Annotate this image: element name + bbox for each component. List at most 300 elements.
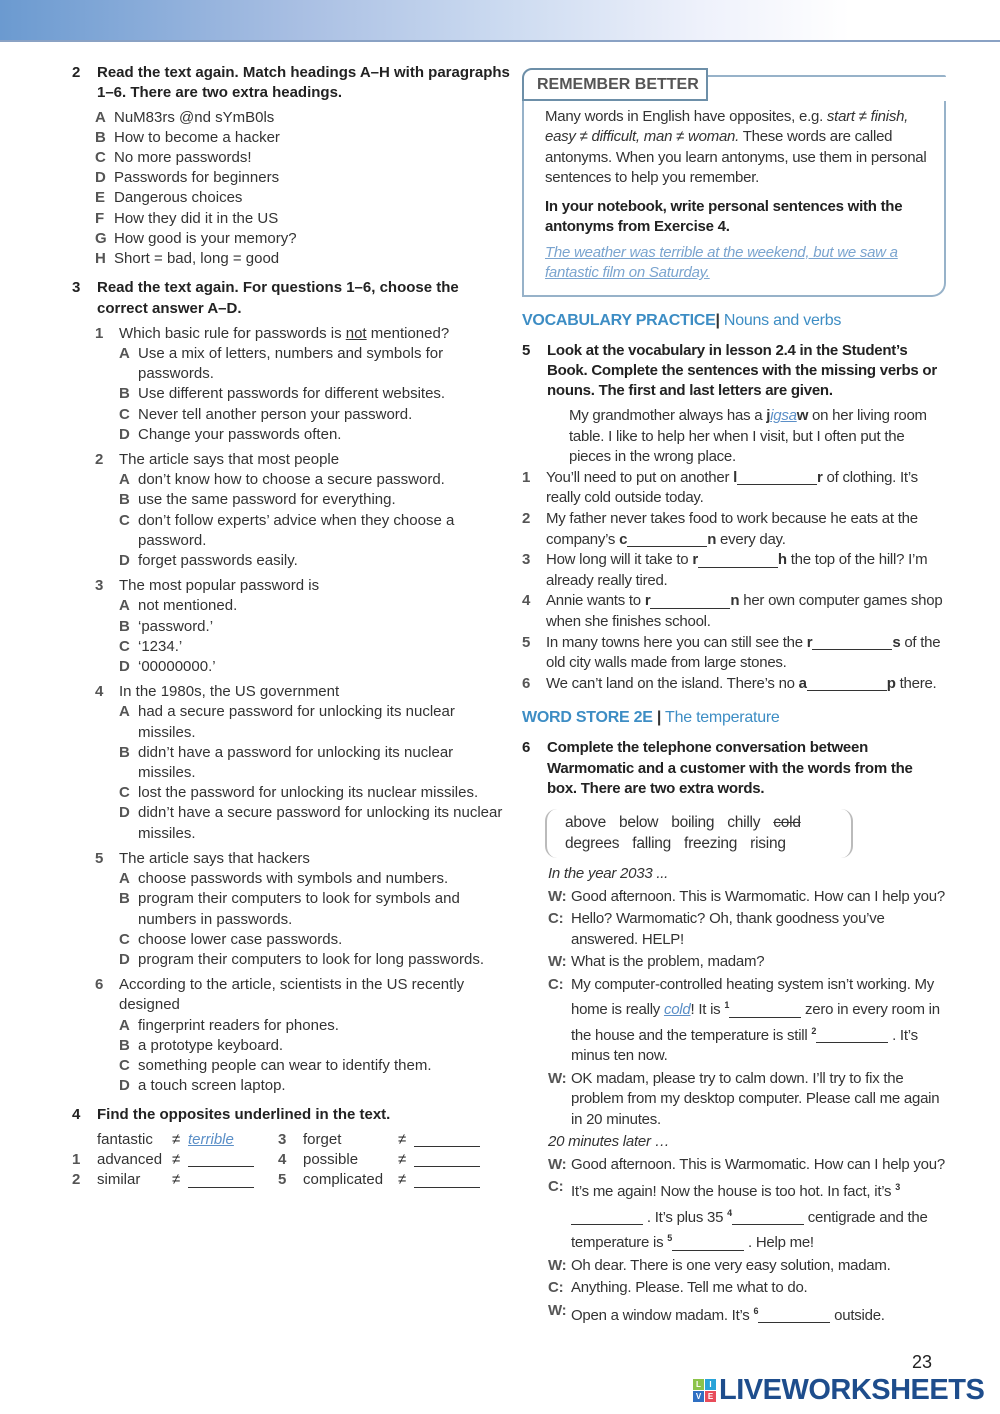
text: Good afternoon. This is Warmomatic. How can I help you? xyxy=(571,1155,945,1173)
option-text: Never tell another person your password. xyxy=(138,405,413,423)
last-letter: p xyxy=(886,674,896,692)
box-word: degrees xyxy=(565,834,620,852)
option-letter: B xyxy=(119,617,130,635)
option-letter: B xyxy=(119,890,130,908)
options xyxy=(95,596,512,677)
gap-number: 1 xyxy=(724,1000,730,1011)
question-text xyxy=(119,576,319,596)
text: centigrade and the temperature is xyxy=(571,1208,928,1252)
speaker-label: C: xyxy=(548,975,564,993)
dialogue-line xyxy=(548,1069,946,1131)
page-number: 23 xyxy=(912,1352,933,1372)
text-after: on her living room table. I like to help her when I visit, but I often put the pieces in the wrong place. xyxy=(569,407,927,466)
gap-5-input[interactable] xyxy=(672,1236,744,1251)
word-answer-input[interactable] xyxy=(812,635,892,650)
neq-sign: ≠ xyxy=(398,1171,407,1189)
answer-option[interactable] xyxy=(119,702,512,742)
answer-option[interactable] xyxy=(119,1076,512,1096)
dialogue-text xyxy=(571,1177,946,1254)
item-word: forget xyxy=(303,1130,342,1148)
option-text: No more passwords! xyxy=(114,149,252,166)
text-after: the top of the hill? I’m already really tired. xyxy=(546,551,928,589)
text-before: In many towns here you can still see the xyxy=(546,633,807,651)
item-word: possible xyxy=(303,1150,359,1168)
item-number: 5 xyxy=(522,633,531,651)
dialogue-line xyxy=(548,1177,946,1254)
word-answer-input[interactable] xyxy=(698,553,778,568)
question-stem xyxy=(95,682,512,702)
logo-wordmark: LIVEWORKSHEETS xyxy=(719,1374,985,1406)
logo-tile: I xyxy=(705,1379,716,1390)
sentence-item xyxy=(522,468,946,509)
text: It’s me again! Now the house is too hot. In fact, it’s xyxy=(571,1183,896,1201)
option-letter: H xyxy=(95,250,106,268)
dialogue-line xyxy=(548,909,946,950)
item-number: 2 xyxy=(522,510,531,528)
option-letter: A xyxy=(119,471,130,489)
question xyxy=(95,682,512,844)
option-letter: B xyxy=(119,743,130,761)
heading-option xyxy=(95,229,512,249)
first-letter: c xyxy=(619,530,628,548)
text-after: of the old city walls made from large stones. xyxy=(546,633,941,672)
answer-option[interactable] xyxy=(119,803,512,843)
question-text xyxy=(119,682,339,702)
question-stem xyxy=(95,975,512,1015)
remember-text xyxy=(545,107,936,188)
option-text: something people can wear to identify them. xyxy=(138,1056,432,1074)
item-number: 4 xyxy=(278,1150,287,1168)
option-text: a prototype keyboard. xyxy=(138,1036,284,1054)
sentence-text xyxy=(546,633,946,674)
logo-tile: L xyxy=(693,1379,704,1390)
answer-option[interactable] xyxy=(119,743,512,783)
item-word: complicated xyxy=(303,1171,384,1189)
item-number: 3 xyxy=(522,551,531,569)
answer-option[interactable] xyxy=(119,405,512,425)
neq-sign: ≠ xyxy=(398,1130,407,1148)
exercise-title: Read the text again. For questions 1–6, choose the correct answer A–D. xyxy=(97,279,459,317)
question-number: 2 xyxy=(95,451,104,469)
example-pair: start ≠ finish, xyxy=(826,108,909,125)
option-text: How to become a hacker xyxy=(114,128,280,146)
answer-option[interactable] xyxy=(119,551,512,571)
vocabulary-practice-heading xyxy=(522,311,946,331)
text: . It’s minus ten now. xyxy=(571,1026,918,1065)
option-text: lost the password for unlocking its nuclear missiles. xyxy=(138,784,479,802)
option-text: Use different passwords for different websites. xyxy=(138,385,446,403)
example-sentence xyxy=(522,406,946,468)
answer-option[interactable] xyxy=(119,344,512,384)
dialogue-line xyxy=(548,887,946,908)
option-text: How good is your memory? xyxy=(114,229,297,247)
option-text: choose passwords with symbols and numbers. xyxy=(138,870,449,888)
option-letter: C xyxy=(119,405,130,423)
exercise-6 xyxy=(522,738,946,799)
option-text: use the same password for everything. xyxy=(138,491,396,509)
gap-4-input[interactable] xyxy=(732,1210,804,1225)
word-box xyxy=(545,809,853,858)
logo-tile: V xyxy=(693,1391,704,1402)
item-word: similar xyxy=(97,1171,141,1189)
stage-note: 20 minutes later … xyxy=(548,1133,670,1151)
box-word: cold xyxy=(773,814,801,832)
heading-option xyxy=(95,188,512,208)
heading-option xyxy=(95,249,512,269)
dialogue-line xyxy=(548,1155,946,1176)
question-number: 4 xyxy=(95,683,104,701)
text-after: every day. xyxy=(716,530,786,548)
answer-option[interactable] xyxy=(119,470,512,490)
heading-option xyxy=(95,209,512,229)
option-text: Change your passwords often. xyxy=(138,425,342,443)
word-answer-input[interactable] xyxy=(807,676,887,691)
example-answer: terrible xyxy=(188,1130,234,1148)
options xyxy=(95,869,512,970)
remember-better-content xyxy=(522,101,946,297)
text: What is the problem, madam? xyxy=(571,953,765,971)
heading-option xyxy=(95,128,512,148)
stem-part: According to the article, scientists in the US recently designed xyxy=(119,976,465,1014)
item-number: 1 xyxy=(522,468,531,486)
question-number: 5 xyxy=(95,849,104,867)
option-letter: B xyxy=(119,491,130,509)
exercise-3 xyxy=(72,278,512,1096)
blank-cell xyxy=(414,1150,484,1170)
gap-1-input[interactable] xyxy=(729,1003,801,1018)
option-letter: D xyxy=(119,552,130,570)
gap-3-input[interactable] xyxy=(571,1210,643,1225)
question-number: 1 xyxy=(95,324,104,342)
question-number: 3 xyxy=(95,577,104,595)
remember-task: In your notebook, write personal sentences with the antonyms from Exercise 4. xyxy=(545,198,903,236)
option-letter: E xyxy=(95,189,106,207)
sentence-text xyxy=(546,674,936,695)
dialogue xyxy=(522,864,946,1326)
question xyxy=(95,849,512,970)
left-column xyxy=(72,63,512,1191)
question xyxy=(95,975,512,1096)
exercise-title: Read the text again. Match headings A–H with paragraphs 1–6. There are two extra headings. xyxy=(97,64,510,102)
question-stem xyxy=(95,450,512,470)
option-letter: D xyxy=(119,658,130,676)
option-letter: C xyxy=(119,511,130,529)
opposite-answer-input[interactable] xyxy=(414,1152,480,1167)
options xyxy=(95,702,512,843)
heading-title: VOCABULARY PRACTICE xyxy=(522,312,716,330)
sentence-text xyxy=(546,591,946,632)
text: Good afternoon. This is Warmomatic. How can I help you? xyxy=(571,887,945,905)
gap-2-input[interactable] xyxy=(816,1028,888,1043)
answer-option[interactable] xyxy=(119,1016,512,1036)
stem-part: not xyxy=(345,324,367,342)
text-after: there. xyxy=(895,674,937,692)
gap-number: 6 xyxy=(753,1305,759,1316)
option-text: NuM83rs @nd sYmB0ls xyxy=(114,108,275,126)
option-letter: C xyxy=(119,1056,130,1074)
first-letter: l xyxy=(733,468,738,486)
option-text: program their computers to look for long passwords. xyxy=(138,950,484,968)
question-stem xyxy=(95,576,512,596)
question xyxy=(95,576,512,677)
option-text: ‘1234.’ xyxy=(138,637,183,655)
option-letter: D xyxy=(95,169,106,187)
question-text xyxy=(119,450,339,470)
option-letter: F xyxy=(95,209,105,227)
exercise-title: Find the opposites underlined in the text. xyxy=(97,1106,391,1124)
text-before: My grandmother always has a xyxy=(569,407,767,425)
answer-option[interactable] xyxy=(119,511,512,551)
exercise-2 xyxy=(72,63,512,269)
text-after: of clothing. It’s really cold outside today. xyxy=(546,468,918,507)
item-word: advanced xyxy=(97,1150,163,1168)
option-text: Short = bad, long = good xyxy=(114,250,280,268)
stage-note: In the year 2033 ... xyxy=(548,865,669,883)
answer-option[interactable] xyxy=(119,783,512,803)
text: zero in every room in the house and the temperature is still xyxy=(571,1001,940,1044)
text-before: My father never takes food to work because he eats at the company’s xyxy=(546,510,918,548)
option-text: choose lower case passwords. xyxy=(138,930,343,948)
box-word: chilly xyxy=(727,814,761,832)
exercise-number: 3 xyxy=(72,279,81,297)
question-number: 6 xyxy=(95,976,104,994)
speaker-label: C: xyxy=(548,910,564,928)
last-letter: s xyxy=(892,633,901,651)
sentence-item xyxy=(522,674,946,695)
dialogue-line xyxy=(548,1256,946,1277)
answer-option[interactable] xyxy=(119,869,512,889)
option-text: Use a mix of letters, numbers and symbols for passwords. xyxy=(138,345,444,383)
sentence-text xyxy=(546,509,946,550)
gap-number: 3 xyxy=(895,1182,900,1193)
word-box-row xyxy=(565,834,851,855)
dialogue-line xyxy=(548,975,946,1067)
exercise-title: Look at the vocabulary in lesson 2.4 in the Student’s Book. Complete the sentences with the missing verbs or nouns. The first and last letters are given. xyxy=(547,342,937,400)
box-word: freezing xyxy=(684,834,738,852)
text: OK madam, please try to calm down. I’ll try to fix the problem from my desktop computer. Please call me again in 20 minutes. xyxy=(571,1069,940,1128)
answer-option[interactable] xyxy=(119,425,512,445)
first-letter: r xyxy=(806,633,813,651)
item-number: 3 xyxy=(278,1130,287,1148)
first-letter: r xyxy=(692,551,698,569)
answer-option[interactable] xyxy=(119,617,512,637)
word-answer-input[interactable] xyxy=(650,594,730,609)
option-text: didn’t have a secure password for unlocking its nuclear missiles. xyxy=(138,804,503,842)
option-letter: A xyxy=(95,108,106,126)
dialogue-text xyxy=(571,1278,807,1299)
option-letter: B xyxy=(95,128,106,146)
word-answer-input[interactable] xyxy=(627,532,707,547)
answer-option[interactable] xyxy=(119,596,512,616)
text: Many words in English have opposites, e.g. xyxy=(545,108,827,125)
last-letter: r xyxy=(817,468,823,486)
answer-option[interactable] xyxy=(119,384,512,404)
text: . Help me! xyxy=(744,1234,814,1252)
answer-option[interactable] xyxy=(119,1036,512,1056)
heading-title: WORD STORE 2E xyxy=(522,709,653,727)
dialogue-text xyxy=(571,1301,885,1327)
answer-option[interactable] xyxy=(119,637,512,657)
option-letter: C xyxy=(119,930,130,948)
dialogue-line xyxy=(548,952,946,973)
word-box-row xyxy=(565,813,851,834)
exercise-4 xyxy=(72,1105,512,1190)
dialogue-text xyxy=(571,952,764,973)
option-text: fingerprint readers for phones. xyxy=(138,1016,339,1034)
option-text: forget passwords easily. xyxy=(138,552,298,570)
item-number xyxy=(72,1130,97,1150)
sentence-item xyxy=(522,591,946,632)
stem-part: In the 1980s, the US government xyxy=(119,683,340,701)
speaker-label: W: xyxy=(548,953,567,971)
exercise-5 xyxy=(522,341,946,694)
first-letter: j xyxy=(766,407,771,425)
item-number: 5 xyxy=(278,1171,287,1189)
question xyxy=(95,450,512,571)
exercise-number: 2 xyxy=(72,64,81,81)
text: outside. xyxy=(830,1306,885,1324)
option-text: had a secure password for unlocking its nuclear missiles. xyxy=(138,703,455,741)
question-text xyxy=(119,975,512,1015)
answer-option[interactable] xyxy=(119,657,512,677)
sentence-item xyxy=(522,633,946,674)
speaker-label: W: xyxy=(548,1256,567,1274)
gap-number: 2 xyxy=(811,1025,817,1036)
heading-option xyxy=(95,108,512,128)
stem-part: The article says that hackers xyxy=(119,849,310,867)
options xyxy=(95,1016,512,1097)
neq-sign: ≠ xyxy=(172,1171,181,1189)
liveworksheets-logo xyxy=(693,1374,984,1407)
text: Open a window madam. It’s xyxy=(571,1306,754,1324)
neq-sign: ≠ xyxy=(172,1130,181,1148)
last-letter: h xyxy=(777,551,787,569)
option-letter: A xyxy=(119,1016,130,1034)
exercise-number: 6 xyxy=(522,739,531,757)
stem-part: mentioned? xyxy=(366,324,450,342)
option-letter: D xyxy=(119,1077,130,1095)
option-letter: D xyxy=(119,804,130,822)
last-letter: n xyxy=(730,592,740,610)
speaker-label: W: xyxy=(548,887,567,905)
stem-part: The most popular password is xyxy=(119,577,320,595)
option-text: ‘password.’ xyxy=(138,617,214,635)
option-letter: C xyxy=(95,149,106,166)
gap-number: 4 xyxy=(727,1207,732,1218)
stem-part: The article says that most people xyxy=(119,451,340,469)
option-letter: A xyxy=(119,703,130,721)
first-letter: a xyxy=(798,674,807,692)
opposite-answer-input[interactable] xyxy=(414,1132,480,1147)
dialogue-text xyxy=(571,1256,891,1277)
speaker-label: W: xyxy=(548,1155,567,1173)
question-text xyxy=(119,849,310,869)
box-word: falling xyxy=(632,834,672,852)
dialogue-text xyxy=(571,1155,945,1176)
answer-option[interactable] xyxy=(119,930,512,950)
word-store-heading xyxy=(522,708,946,728)
example-answer: cold xyxy=(663,1001,691,1019)
blank-cell xyxy=(188,1170,278,1190)
speaker-label: W: xyxy=(548,1301,567,1319)
sentence-item xyxy=(522,550,946,591)
logo-tile: E xyxy=(705,1391,716,1402)
option-letter: B xyxy=(119,385,130,403)
option-letter: D xyxy=(119,425,130,443)
option-text: not mentioned. xyxy=(138,597,238,615)
opposite-answer-input[interactable] xyxy=(414,1173,480,1188)
speaker-label: C: xyxy=(548,1178,564,1196)
option-letter: B xyxy=(119,1036,130,1054)
text: My computer-controlled heating system isn’t working. My home is really xyxy=(571,975,935,1019)
heading-option xyxy=(95,148,512,168)
opposite-answer-input[interactable] xyxy=(188,1173,254,1188)
option-text: Passwords for beginners xyxy=(114,169,280,187)
answer-option[interactable] xyxy=(119,490,512,510)
option-letter: G xyxy=(95,229,107,247)
exercise-number: 5 xyxy=(522,342,531,360)
last-letter: w xyxy=(796,407,809,425)
option-text: program their computers to look for symbols and numbers in passwords. xyxy=(138,890,460,928)
text: These words are called antonyms. When you learn antonyms, use them in personal sentences to help you remember. xyxy=(545,128,927,186)
option-text: a touch screen laptop. xyxy=(138,1077,286,1095)
answer-option[interactable] xyxy=(119,1056,512,1076)
text-after: her own computer games shop when she finishes school. xyxy=(546,592,943,631)
neq-sign: ≠ xyxy=(398,1150,407,1168)
option-text: don’t follow experts’ advice when they choose a password. xyxy=(138,511,455,549)
answer-option[interactable] xyxy=(119,950,512,970)
option-letter: A xyxy=(119,597,130,615)
box-word: rising xyxy=(750,834,786,852)
example-word: fantastic xyxy=(97,1130,153,1148)
option-letter: A xyxy=(119,870,130,888)
heading-option xyxy=(95,168,512,188)
blank-cell xyxy=(414,1170,484,1190)
word-answer-input[interactable] xyxy=(737,470,817,485)
answer-option[interactable] xyxy=(119,889,512,929)
option-text: ‘00000000.’ xyxy=(138,658,216,676)
sentence-text xyxy=(546,468,946,509)
item-number: 6 xyxy=(522,674,531,692)
text: ! It is xyxy=(690,1001,725,1019)
gap-number: 5 xyxy=(667,1233,673,1244)
dialogue-text xyxy=(571,975,946,1067)
text: Oh dear. There is one very easy solution, madam. xyxy=(571,1256,891,1274)
text-before: How long will it take to xyxy=(546,551,693,569)
header-banner xyxy=(0,0,1000,42)
example-answer: igsa xyxy=(770,407,797,425)
question xyxy=(95,324,512,445)
options xyxy=(95,344,512,445)
option-text: Dangerous choices xyxy=(114,189,243,207)
heading-separator: | xyxy=(656,709,662,727)
option-text: don’t know how to choose a secure password. xyxy=(138,471,445,489)
box-word: above xyxy=(565,814,606,832)
item-number: 2 xyxy=(72,1171,81,1189)
item-number: 1 xyxy=(72,1150,81,1168)
gap-6-input[interactable] xyxy=(758,1308,830,1323)
item-number: 4 xyxy=(522,592,531,610)
question-text xyxy=(119,324,449,344)
dialogue-text xyxy=(571,887,945,908)
stem-part: Which basic rule for passwords is xyxy=(119,324,346,342)
first-letter: r xyxy=(644,592,651,610)
opposite-answer-input[interactable] xyxy=(188,1152,254,1167)
dialogue-text xyxy=(571,1069,946,1131)
blank-cell xyxy=(414,1130,484,1150)
blank-cell xyxy=(188,1150,278,1170)
sentence-item xyxy=(522,509,946,550)
